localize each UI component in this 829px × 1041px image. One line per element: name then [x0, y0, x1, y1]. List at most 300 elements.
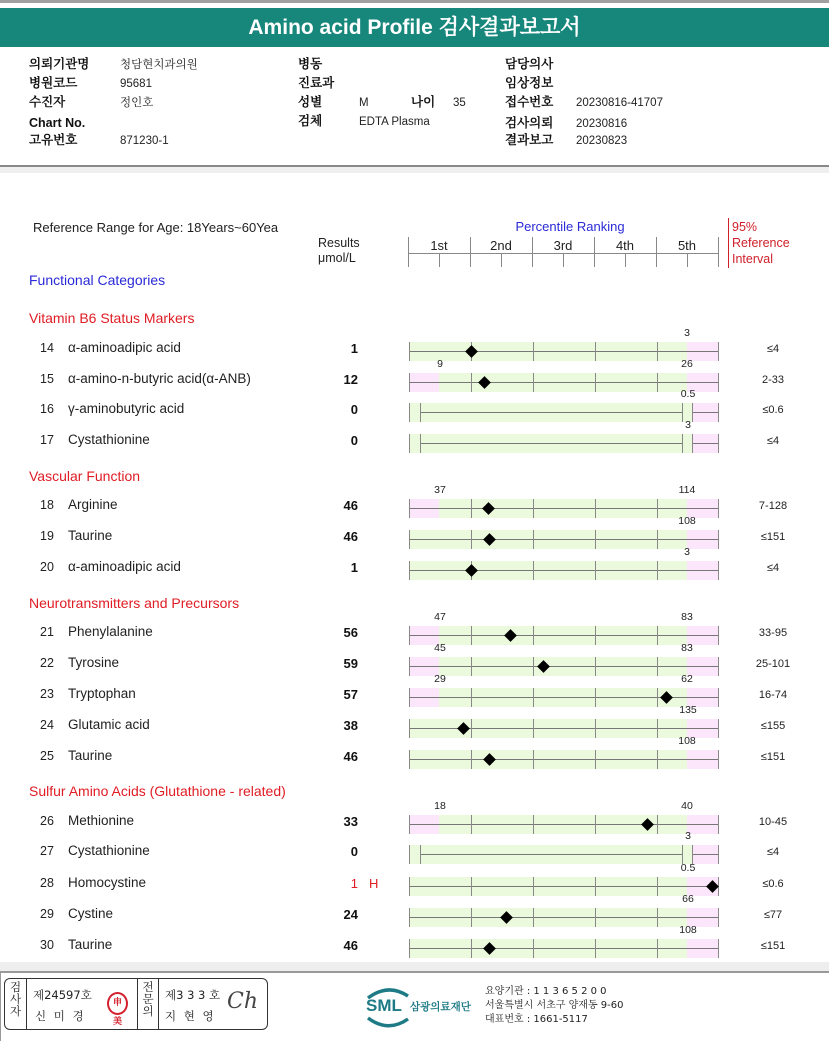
table-row — [0, 388, 829, 426]
reference-interval: ≤0.6 — [762, 404, 784, 416]
ref-interval-line1: 95% — [732, 220, 758, 234]
upper-percentile-value: 83 — [681, 642, 693, 654]
bar-tick — [718, 657, 719, 676]
bar-midline — [420, 443, 682, 444]
reference-range-age: Reference Range for Age: 18Years~60Yea — [33, 220, 279, 235]
result-value: 0 — [350, 844, 358, 859]
row-number: 15 — [40, 372, 54, 386]
label-physician: 담당의사 — [505, 57, 554, 71]
footer-rule — [0, 971, 829, 973]
percentile-header-grid — [408, 237, 719, 267]
bar-tick — [409, 815, 410, 834]
bar-tick — [471, 499, 472, 518]
value-sex: M — [359, 97, 369, 109]
bar-tick — [409, 657, 410, 676]
result-value: 12 — [343, 372, 358, 387]
reference-interval: ≤4 — [766, 435, 780, 447]
ref-interval-line2: Reference — [732, 236, 790, 250]
percentile-ranking-title: Percentile Ranking — [515, 219, 625, 234]
bar-tick — [657, 626, 658, 645]
row-number: 24 — [40, 718, 54, 732]
row-number: 25 — [40, 749, 54, 763]
bar-tick — [657, 530, 658, 549]
bar-tick — [409, 750, 410, 769]
value-hospital-code: 95681 — [120, 78, 152, 90]
bar-tick — [718, 845, 719, 864]
percentile-bar — [409, 657, 719, 676]
result-value: 57 — [343, 687, 358, 702]
analyte-name: Phenylalanine — [68, 624, 153, 639]
bar-tick — [471, 719, 472, 738]
result-value: 1 — [350, 560, 358, 575]
bar-tick — [657, 561, 658, 580]
row-number: 26 — [40, 814, 54, 828]
header-divider — [718, 237, 719, 267]
bar-midline — [409, 886, 719, 887]
bar-tick — [692, 434, 693, 453]
bar-tick — [657, 877, 658, 896]
value-unique-no: 871230-1 — [120, 135, 169, 147]
bar-tick — [471, 815, 472, 834]
lower-percentile-value: 29 — [434, 673, 446, 685]
analyte-name: Cystathionine — [68, 843, 150, 858]
quintile-1st: 1st — [430, 238, 448, 253]
reference-interval: 2-33 — [761, 374, 785, 386]
reference-interval: ≤151 — [760, 531, 786, 543]
bar-tick — [409, 908, 410, 927]
lab-phone: 대표번호 : 1661-5117 — [485, 1014, 588, 1025]
percentile-bar — [409, 688, 719, 707]
upper-percentile-value: 114 — [678, 484, 696, 496]
top-rule — [0, 0, 829, 3]
table-row — [0, 546, 829, 584]
result-marker-diamond — [465, 345, 478, 358]
bar-tick — [692, 403, 693, 422]
bar-tick — [718, 530, 719, 549]
specialist-label — [137, 979, 159, 1029]
result-value-high: 1 — [350, 876, 358, 891]
bar-tick — [471, 908, 472, 927]
row-number: 29 — [40, 907, 54, 921]
table-row — [0, 830, 829, 868]
upper-percentile-value: 3 — [685, 419, 691, 431]
analyte-name: Homocystine — [68, 875, 147, 890]
quintile-5th: 5th — [677, 238, 697, 253]
result-value: 33 — [343, 814, 358, 829]
bar-tick — [409, 499, 410, 518]
analyte-name: Tryptophan — [68, 686, 136, 701]
bar-tick — [533, 877, 534, 896]
bar-tick — [533, 939, 534, 958]
table-row — [0, 862, 829, 900]
result-value: 0 — [350, 402, 358, 417]
bar-tick — [471, 530, 472, 549]
bar-tick — [409, 342, 410, 361]
bar-tick — [595, 499, 596, 518]
analyte-name: Cystathionine — [68, 432, 150, 447]
percentile-bar — [409, 815, 719, 834]
signature-box — [4, 978, 268, 1030]
label-institution: 의뢰기관명 — [29, 57, 90, 71]
section-title-sulfur-amino-acids: Sulfur Amino Acids (Glutathione - related) — [29, 783, 286, 799]
percentile-bar — [409, 530, 719, 549]
bar-midline — [692, 854, 719, 855]
bar-tick — [718, 815, 719, 834]
label-sex: 성별 — [298, 95, 323, 109]
upper-percentile-value: 3 — [685, 830, 691, 842]
bar-tick — [409, 530, 410, 549]
result-marker-diamond — [483, 942, 496, 955]
upper-percentile-value: 26 — [681, 358, 693, 370]
table-row — [0, 800, 829, 838]
high-flag: H — [369, 876, 379, 891]
lab-address: 서울특별시 서초구 양재동 9-60 — [485, 1000, 624, 1011]
bar-tick — [533, 719, 534, 738]
bar-tick — [657, 499, 658, 518]
upper-percentile-value: 135 — [679, 704, 697, 716]
percentile-bar — [409, 626, 719, 645]
reference-interval: ≤151 — [760, 940, 786, 952]
analyte-name: Glutamic acid — [68, 717, 150, 732]
bar-tick — [409, 626, 410, 645]
bar-tick — [657, 908, 658, 927]
lab-code: 요양기관 : 1 1 3 6 5 2 0 0 — [485, 986, 607, 997]
reference-interval: 16-74 — [758, 689, 788, 701]
bar-tick — [595, 626, 596, 645]
result-marker-diamond — [457, 722, 470, 735]
bar-tick — [533, 908, 534, 927]
upper-percentile-value: 108 — [678, 515, 696, 527]
value-request-date: 20230816 — [576, 118, 628, 130]
table-row — [0, 642, 829, 680]
row-number: 20 — [40, 560, 54, 574]
bar-tick — [409, 434, 410, 453]
upper-percentile-value: 108 — [679, 924, 697, 936]
reference-interval: ≤4 — [766, 846, 780, 858]
bar-tick — [471, 750, 472, 769]
bar-tick — [533, 499, 534, 518]
bar-tick — [420, 434, 421, 453]
result-value: 46 — [343, 498, 358, 513]
analyte-name: α-aminoadipic acid — [68, 559, 181, 574]
bar-midline — [409, 666, 719, 667]
examiner-name: 신 미 경 — [35, 1009, 86, 1023]
section-title-neurotransmitters: Neurotransmitters and Precursors — [29, 595, 240, 611]
specialist-signature-icon: Ch — [227, 989, 259, 1014]
bar-tick — [595, 561, 596, 580]
footer-edge — [0, 973, 1, 1041]
bar-tick — [657, 815, 658, 834]
bar-tick — [409, 373, 410, 392]
bar-midline — [409, 948, 719, 949]
section-title-vitamin-b6: Vitamin B6 Status Markers — [29, 310, 195, 326]
upper-percentile-value: 66 — [682, 893, 694, 905]
section-title-vascular: Vascular Function — [29, 468, 141, 484]
value-patient: 정인호 — [120, 97, 154, 109]
sml-logo-text: SML — [366, 996, 402, 1015]
bar-midline — [420, 854, 682, 855]
reference-interval: 10-45 — [758, 816, 788, 828]
row-number: 16 — [40, 402, 54, 416]
bar-midline — [409, 635, 719, 636]
examiner-label-text: 검 사 자 — [9, 980, 22, 1018]
result-value: 38 — [343, 718, 358, 733]
analyte-name: Taurine — [68, 748, 113, 763]
bar-tick — [420, 845, 421, 864]
analyte-name: Methionine — [68, 813, 135, 828]
bar-tick — [718, 561, 719, 580]
percentile-bar — [409, 845, 719, 864]
bar-tick — [595, 815, 596, 834]
label-department: 진료과 — [298, 76, 335, 90]
bar-midline — [409, 824, 719, 825]
analyte-name: Taurine — [68, 937, 113, 952]
table-row — [0, 893, 829, 931]
bar-tick — [409, 877, 410, 896]
bar-tick — [533, 688, 534, 707]
label-unique-no: 고유번호 — [29, 133, 78, 147]
result-value: 59 — [343, 656, 358, 671]
reference-interval: 25-101 — [755, 658, 791, 670]
bar-midline — [409, 728, 719, 729]
bar-tick — [471, 626, 472, 645]
result-value: 1 — [350, 341, 358, 356]
table-row — [0, 611, 829, 649]
bar-tick — [682, 403, 683, 422]
bar-tick — [657, 750, 658, 769]
functional-categories-title: Functional Categories — [29, 272, 166, 288]
result-marker-diamond — [465, 564, 478, 577]
ref-interval-header — [732, 219, 790, 267]
value-specimen: EDTA Plasma — [359, 116, 430, 128]
result-marker-diamond — [660, 691, 673, 704]
bar-tick — [682, 434, 683, 453]
result-marker-diamond — [482, 502, 495, 515]
row-number: 18 — [40, 498, 54, 512]
bar-tick — [657, 342, 658, 361]
upper-percentile-value: 108 — [678, 735, 696, 747]
analyte-name: Arginine — [68, 497, 118, 512]
row-number: 30 — [40, 938, 54, 952]
bar-midline — [409, 351, 719, 352]
reference-interval: ≤155 — [760, 720, 786, 732]
row-number: 23 — [40, 687, 54, 701]
bar-tick — [718, 626, 719, 645]
bar-tick — [718, 434, 719, 453]
result-marker-diamond — [504, 629, 517, 642]
header-subtick — [439, 253, 440, 267]
result-value: 56 — [343, 625, 358, 640]
percentile-bar — [409, 342, 719, 361]
reference-interval: ≤4 — [766, 562, 780, 574]
percentile-bar — [409, 373, 719, 392]
table-row — [0, 924, 829, 962]
bar-tick — [409, 845, 410, 864]
table-row — [0, 515, 829, 553]
label-hospital-code: 병원코드 — [29, 76, 78, 90]
bar-tick — [533, 530, 534, 549]
upper-percentile-value: 0.5 — [680, 388, 696, 400]
bar-tick — [718, 908, 719, 927]
label-age: 나이 — [411, 95, 436, 109]
header-subtick — [563, 253, 564, 267]
row-number: 17 — [40, 433, 54, 447]
bar-tick — [718, 750, 719, 769]
bar-tick — [718, 499, 719, 518]
bar-tick — [657, 688, 658, 707]
bar-tick — [657, 373, 658, 392]
separator-band — [0, 167, 829, 173]
result-marker-diamond — [500, 911, 513, 924]
result-value: 24 — [343, 907, 358, 922]
header-subtick — [625, 253, 626, 267]
percentile-bar — [409, 908, 719, 927]
bar-tick — [595, 908, 596, 927]
bar-tick — [471, 877, 472, 896]
bar-tick — [718, 403, 719, 422]
bar-tick — [409, 403, 410, 422]
lower-percentile-value: 37 — [434, 484, 446, 496]
upper-percentile-value: 3 — [684, 327, 690, 339]
lower-percentile-value: 45 — [434, 642, 446, 654]
bar-tick — [657, 719, 658, 738]
bar-tick — [533, 373, 534, 392]
bar-tick — [409, 561, 410, 580]
value-report-date: 20230823 — [576, 135, 628, 147]
bar-tick — [718, 939, 719, 958]
percentile-bar — [409, 561, 719, 580]
bar-tick — [533, 342, 534, 361]
result-marker-diamond — [483, 753, 496, 766]
table-row — [0, 704, 829, 742]
label-report-date: 결과보고 — [505, 133, 554, 147]
label-patient: 수진자 — [29, 95, 66, 109]
ref-interval-divider — [728, 218, 729, 268]
analyte-name: Tyrosine — [68, 655, 120, 670]
specialist-label-text: 전 문 의 — [142, 980, 154, 1018]
bar-tick — [471, 688, 472, 707]
bar-midline — [420, 412, 682, 413]
label-specimen: 검체 — [298, 114, 323, 128]
specialist-name: 지 현 영 — [165, 1009, 216, 1023]
bar-tick — [595, 530, 596, 549]
percentile-bar — [409, 939, 719, 958]
examiner-license-no: 제24597호 — [33, 988, 92, 1002]
percentile-bar — [409, 499, 719, 518]
analyte-name: α-amino-n-butyric acid(α-ANB) — [68, 371, 251, 386]
bar-tick — [409, 939, 410, 958]
report-title: Amino acid Profile 검사결과보고서 — [0, 8, 829, 47]
lower-percentile-value: 47 — [434, 611, 446, 623]
result-value: 0 — [350, 433, 358, 448]
row-number: 27 — [40, 844, 54, 858]
reference-interval: 33-95 — [758, 627, 788, 639]
table-row — [0, 735, 829, 773]
table-row — [0, 673, 829, 711]
bar-tick — [657, 657, 658, 676]
lower-percentile-value: 18 — [434, 800, 446, 812]
upper-percentile-value: 3 — [684, 546, 690, 558]
header-subtick — [687, 253, 688, 267]
bar-midline — [692, 443, 719, 444]
bar-tick — [657, 939, 658, 958]
bar-tick — [420, 403, 421, 422]
bar-tick — [595, 939, 596, 958]
row-number: 19 — [40, 529, 54, 543]
bar-tick — [718, 688, 719, 707]
examiner-label — [5, 979, 27, 1029]
bar-tick — [718, 719, 719, 738]
reference-interval: ≤4 — [766, 343, 780, 355]
bar-tick — [718, 342, 719, 361]
header-subtick — [501, 253, 502, 267]
analyte-name: Cystine — [68, 906, 114, 921]
result-marker-diamond — [537, 660, 550, 673]
upper-percentile-value: 40 — [681, 800, 693, 812]
bar-tick — [471, 657, 472, 676]
bar-midline — [409, 508, 719, 509]
result-value: 46 — [343, 529, 358, 544]
bar-tick — [533, 750, 534, 769]
bar-tick — [471, 373, 472, 392]
row-number: 21 — [40, 625, 54, 639]
result-marker-diamond — [483, 533, 496, 546]
label-request-date: 검사의뢰 — [505, 116, 554, 130]
reference-interval: ≤151 — [760, 751, 786, 763]
bar-midline — [409, 539, 719, 540]
value-receipt-no: 20230816-41707 — [576, 97, 663, 109]
bar-tick — [595, 657, 596, 676]
bar-tick — [595, 719, 596, 738]
lab-info — [485, 985, 624, 1027]
bar-tick — [595, 342, 596, 361]
ref-interval-line3: Interval — [732, 252, 773, 266]
table-row — [0, 419, 829, 457]
percentile-bar — [409, 403, 719, 422]
bar-tick — [471, 939, 472, 958]
unit-label: μmol/L — [318, 251, 356, 265]
bar-tick — [595, 373, 596, 392]
bar-tick — [533, 657, 534, 676]
lower-percentile-value: 9 — [437, 358, 443, 370]
bar-tick — [595, 750, 596, 769]
footer-band — [0, 962, 829, 971]
bar-tick — [533, 561, 534, 580]
result-value: 46 — [343, 749, 358, 764]
row-number: 28 — [40, 876, 54, 890]
reference-interval: ≤0.6 — [762, 878, 784, 890]
result-value: 46 — [343, 938, 358, 953]
results-label: Results — [318, 236, 360, 250]
label-chart-no: Chart No. — [29, 116, 86, 130]
lab-name: 삼광의료재단 — [410, 1001, 471, 1013]
bar-tick — [409, 688, 410, 707]
value-institution: 청담현치과의원 — [120, 59, 198, 71]
specialist-license-no: 제3 3 3 호 — [165, 988, 221, 1002]
bar-tick — [533, 815, 534, 834]
result-marker-diamond — [641, 818, 654, 831]
reference-interval: ≤77 — [763, 909, 783, 921]
analyte-name: Taurine — [68, 528, 113, 543]
upper-percentile-value: 62 — [681, 673, 693, 685]
results-unit-header — [318, 236, 360, 266]
analyte-name: α-aminoadipic acid — [68, 340, 181, 355]
value-age: 35 — [453, 97, 466, 109]
percentile-bar — [409, 434, 719, 453]
table-row — [0, 358, 829, 396]
bar-midline — [409, 570, 719, 571]
reference-interval: 7-128 — [758, 500, 788, 512]
